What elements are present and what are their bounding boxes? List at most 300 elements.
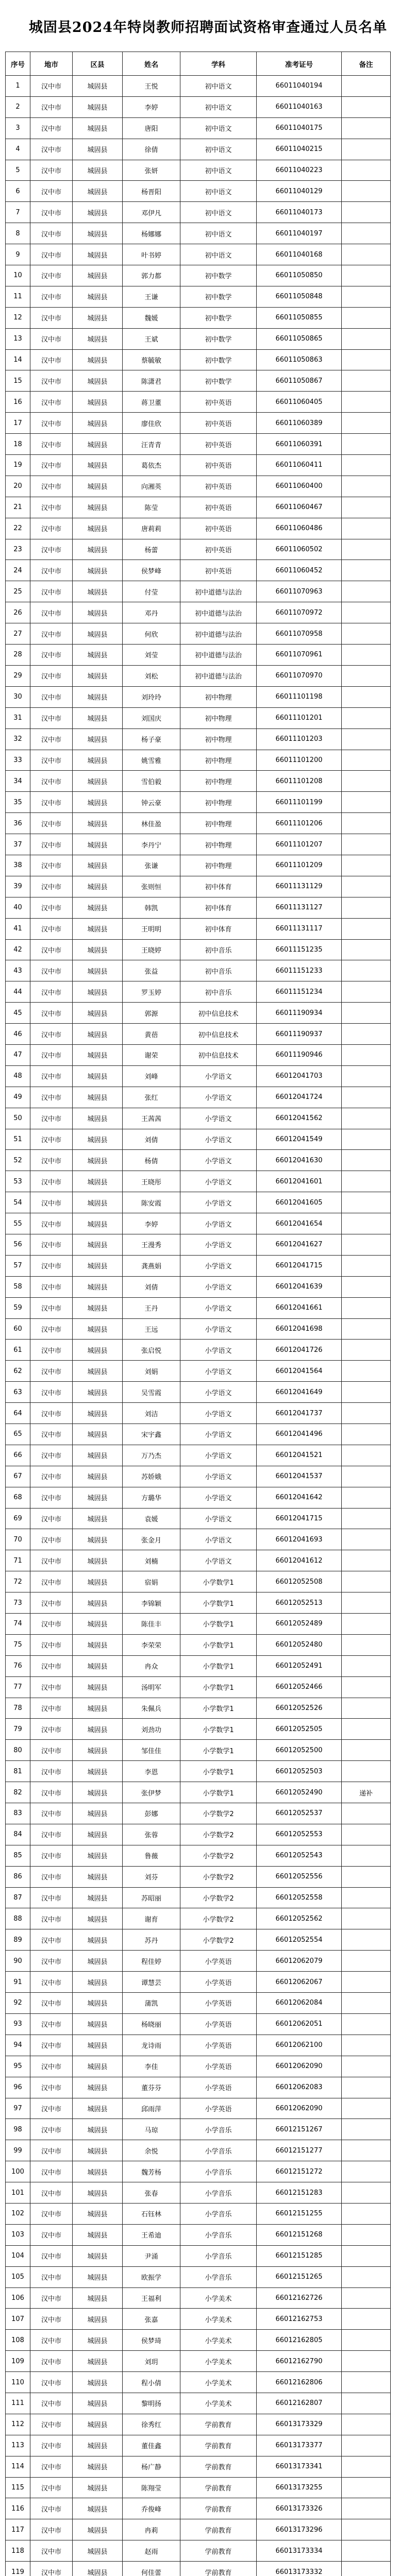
cell-note [342, 1719, 391, 1740]
cell-ticket: 66012052556 [257, 1866, 342, 1887]
table-row [6, 328, 391, 349]
cell-seq: 30 [6, 686, 30, 707]
cell-name: 邱雨萍 [123, 2098, 180, 2119]
cell-ticket: 66012151268 [257, 2224, 342, 2245]
cell-note [342, 1382, 391, 1403]
cell-subject: 小学音乐 [180, 2140, 257, 2161]
cell-ticket: 66012062067 [257, 1972, 342, 1993]
cell-ticket: 66012041737 [257, 1403, 342, 1424]
cell-seq: 48 [6, 1065, 30, 1087]
cell-subject: 初中数学 [180, 307, 257, 328]
cell-district: 城固县 [73, 2393, 123, 2414]
cell-subject: 小学语文 [180, 1297, 257, 1318]
cell-seq: 51 [6, 1129, 30, 1150]
cell-city: 汉中市 [30, 813, 73, 834]
table-row [6, 1676, 391, 1698]
cell-subject: 小学数学1 [180, 1761, 257, 1782]
cell-city: 汉中市 [30, 1951, 73, 1972]
cell-district: 城固县 [73, 2540, 123, 2562]
cell-name: 王远 [123, 1318, 180, 1340]
cell-note [342, 1824, 391, 1845]
cell-seq: 63 [6, 1382, 30, 1403]
table-row [6, 1845, 391, 1866]
cell-seq: 103 [6, 2224, 30, 2245]
cell-district: 城固县 [73, 623, 123, 645]
cell-subject: 小学语文 [180, 1065, 257, 1087]
cell-name: 谢荣 [123, 1044, 180, 1065]
cell-city: 汉中市 [30, 1361, 73, 1382]
cell-seq: 28 [6, 645, 30, 666]
cell-district: 城固县 [73, 2309, 123, 2330]
cell-ticket: 66011040168 [257, 244, 342, 265]
cell-note [342, 2309, 391, 2330]
cell-ticket: 66011070970 [257, 665, 342, 686]
cell-ticket: 66012041703 [257, 1065, 342, 1087]
cell-ticket: 66012162805 [257, 2330, 342, 2351]
cell-note [342, 1951, 391, 1972]
cell-note [342, 1887, 391, 1908]
cell-seq: 46 [6, 1024, 30, 1045]
cell-ticket: 66012041627 [257, 1234, 342, 1255]
cell-district: 城固县 [73, 1276, 123, 1297]
cell-note [342, 728, 391, 750]
table-row [6, 855, 391, 876]
cell-city: 汉中市 [30, 2245, 73, 2266]
cell-note [342, 1255, 391, 1276]
document-title: 城固县2024年特岗教师招聘面试资格审查通过人员名单 [28, 19, 388, 36]
cell-note [342, 1361, 391, 1382]
cell-subject: 初中道德与法治 [180, 602, 257, 623]
cell-subject: 小学英语 [180, 1972, 257, 1993]
cell-city: 汉中市 [30, 750, 73, 771]
cell-name: 刘倩 [123, 1276, 180, 1297]
cell-subject: 初中物理 [180, 707, 257, 728]
cell-city: 汉中市 [30, 1213, 73, 1234]
cell-name: 方璐华 [123, 1487, 180, 1508]
cell-subject: 小学英语 [180, 2056, 257, 2077]
cell-ticket: 66012041726 [257, 1340, 342, 1361]
cell-name: 尹涌 [123, 2245, 180, 2266]
cell-district: 城固县 [73, 1150, 123, 1171]
cell-city: 汉中市 [30, 349, 73, 370]
cell-district: 城固县 [73, 876, 123, 897]
cell-city: 汉中市 [30, 1382, 73, 1403]
cell-seq: 54 [6, 1192, 30, 1213]
cell-name: 李恩 [123, 1761, 180, 1782]
cell-seq: 115 [6, 2477, 30, 2498]
cell-subject: 小学数学1 [180, 1782, 257, 1803]
table-row [6, 560, 391, 581]
cell-seq: 6 [6, 181, 30, 202]
cell-seq: 13 [6, 328, 30, 349]
cell-city: 汉中市 [30, 2182, 73, 2204]
cell-seq: 113 [6, 2435, 30, 2456]
cell-district: 城固县 [73, 117, 123, 139]
cell-district: 城固县 [73, 2498, 123, 2519]
cell-city: 汉中市 [30, 1108, 73, 1129]
cell-name: 向湘英 [123, 476, 180, 497]
cell-subject: 初中英语 [180, 518, 257, 539]
cell-seq: 1 [6, 76, 30, 97]
cell-ticket: 66012041549 [257, 1129, 342, 1150]
cell-district: 城固县 [73, 2372, 123, 2393]
table-row [6, 960, 391, 981]
table-row [6, 2287, 391, 2309]
cell-seq: 89 [6, 1929, 30, 1951]
cell-city: 汉中市 [30, 1445, 73, 1466]
cell-ticket: 66012041642 [257, 1487, 342, 1508]
cell-name: 廖佳欣 [123, 413, 180, 434]
table-row [6, 76, 391, 97]
cell-name: 王明明 [123, 918, 180, 939]
cell-ticket: 66012041649 [257, 1382, 342, 1403]
cell-name: 宋宇鑫 [123, 1424, 180, 1445]
cell-name: 刘劲功 [123, 1719, 180, 1740]
cell-note [342, 876, 391, 897]
cell-district: 城固县 [73, 160, 123, 181]
table-row [6, 1740, 391, 1761]
cell-note [342, 623, 391, 645]
cell-note [342, 1550, 391, 1571]
cell-subject: 学前教育 [180, 2477, 257, 2498]
cell-district: 城固县 [73, 728, 123, 750]
cell-seq: 44 [6, 981, 30, 1003]
cell-subject: 初中道德与法治 [180, 581, 257, 602]
table-row [6, 518, 391, 539]
table-row [6, 1824, 391, 1845]
cell-note [342, 497, 391, 518]
cell-district: 城固县 [73, 1024, 123, 1045]
table-row [6, 1803, 391, 1824]
cell-subject: 初中物理 [180, 834, 257, 855]
table-row [6, 602, 391, 623]
cell-seq: 98 [6, 2119, 30, 2140]
cell-seq: 70 [6, 1529, 30, 1550]
cell-ticket: 66013173332 [257, 2562, 342, 2576]
cell-seq: 4 [6, 139, 30, 160]
table-row [6, 645, 391, 666]
table-row [6, 434, 391, 455]
header-ticket: 准考证号 [257, 52, 342, 76]
table-row [6, 2035, 391, 2056]
table-row [6, 897, 391, 918]
cell-subject: 初中音乐 [180, 939, 257, 960]
cell-city: 汉中市 [30, 1866, 73, 1887]
cell-name: 雪伯毅 [123, 771, 180, 792]
cell-ticket: 66011060502 [257, 539, 342, 560]
cell-name: 杨子豪 [123, 728, 180, 750]
cell-subject: 初中语文 [180, 96, 257, 117]
cell-seq: 111 [6, 2393, 30, 2414]
cell-name: 张嘉 [123, 2309, 180, 2330]
cell-name: 王丹 [123, 1297, 180, 1318]
cell-note [342, 2372, 391, 2393]
cell-city: 汉中市 [30, 2372, 73, 2393]
cell-subject: 小学语文 [180, 1213, 257, 1234]
cell-city: 汉中市 [30, 2013, 73, 2035]
cell-name: 欧振学 [123, 2266, 180, 2287]
cell-subject: 初中物理 [180, 686, 257, 707]
table-row [6, 307, 391, 328]
cell-note [342, 1192, 391, 1213]
cell-note [342, 2224, 391, 2245]
cell-district: 城固县 [73, 1529, 123, 1550]
cell-ticket: 66012151265 [257, 2266, 342, 2287]
cell-note [342, 2056, 391, 2077]
cell-name: 唐阳 [123, 117, 180, 139]
cell-subject: 小学语文 [180, 1276, 257, 1297]
cell-ticket: 66012052491 [257, 1655, 342, 1676]
cell-name: 李丹宁 [123, 834, 180, 855]
cell-name: 杨蕾 [123, 539, 180, 560]
cell-city: 汉中市 [30, 2435, 73, 2456]
cell-seq: 35 [6, 792, 30, 813]
cell-subject: 小学数学2 [180, 1866, 257, 1887]
cell-seq: 11 [6, 286, 30, 307]
cell-subject: 初中数学 [180, 286, 257, 307]
cell-district: 城固县 [73, 1318, 123, 1340]
cell-subject: 小学数学1 [180, 1740, 257, 1761]
cell-district: 城固县 [73, 1508, 123, 1529]
cell-district: 城固县 [73, 181, 123, 202]
cell-subject: 小学数学1 [180, 1614, 257, 1635]
cell-seq: 99 [6, 2140, 30, 2161]
cell-city: 汉中市 [30, 1824, 73, 1845]
table-row [6, 413, 391, 434]
cell-ticket: 66012041564 [257, 1361, 342, 1382]
cell-city: 汉中市 [30, 686, 73, 707]
cell-district: 城固县 [73, 2266, 123, 2287]
cell-seq: 26 [6, 602, 30, 623]
cell-name: 汪青青 [123, 434, 180, 455]
table-row [6, 1297, 391, 1318]
cell-district: 城固县 [73, 1403, 123, 1424]
cell-note [342, 1424, 391, 1445]
cell-city: 汉中市 [30, 2077, 73, 2098]
cell-ticket: 66012062051 [257, 2013, 342, 2035]
cell-ticket: 66011101199 [257, 792, 342, 813]
cell-district: 城固县 [73, 939, 123, 960]
cell-name: 彭娜 [123, 1803, 180, 1824]
cell-ticket: 66011040173 [257, 202, 342, 223]
cell-note [342, 602, 391, 623]
cell-seq: 67 [6, 1466, 30, 1487]
cell-ticket: 66011050848 [257, 286, 342, 307]
cell-seq: 61 [6, 1340, 30, 1361]
cell-name: 刘峰 [123, 1065, 180, 1087]
cell-name: 黎明扬 [123, 2393, 180, 2414]
table-header [6, 52, 391, 76]
cell-ticket: 66012151255 [257, 2203, 342, 2224]
cell-district: 城固县 [73, 2562, 123, 2576]
cell-name: 万乃杰 [123, 1445, 180, 1466]
cell-note [342, 2456, 391, 2477]
cell-note [342, 2266, 391, 2287]
cell-ticket: 66012162807 [257, 2393, 342, 2414]
cell-subject: 小学语文 [180, 1192, 257, 1213]
cell-ticket: 66012062084 [257, 1993, 342, 2014]
table-row [6, 1065, 391, 1087]
cell-note [342, 1044, 391, 1065]
cell-district: 城固县 [73, 960, 123, 981]
cell-name: 刘洁 [123, 1403, 180, 1424]
cell-ticket: 66012052562 [257, 1908, 342, 1929]
cell-district: 城固县 [73, 750, 123, 771]
cell-note [342, 1466, 391, 1487]
cell-name: 陈佳丰 [123, 1614, 180, 1635]
cell-note [342, 2435, 391, 2456]
cell-subject: 学前教育 [180, 2519, 257, 2540]
cell-district: 城固县 [73, 1972, 123, 1993]
cell-note [342, 1445, 391, 1466]
cell-note [342, 2540, 391, 2562]
cell-ticket: 66011040194 [257, 76, 342, 97]
cell-subject: 小学数学2 [180, 1908, 257, 1929]
cell-ticket: 66011050865 [257, 328, 342, 349]
table-row [6, 244, 391, 265]
table-row [6, 1972, 391, 1993]
table-row [6, 2435, 391, 2456]
cell-seq: 73 [6, 1592, 30, 1614]
cell-district: 城固县 [73, 518, 123, 539]
cell-seq: 107 [6, 2309, 30, 2330]
cell-note [342, 1340, 391, 1361]
cell-city: 汉中市 [30, 2393, 73, 2414]
cell-note [342, 1676, 391, 1698]
cell-note [342, 1276, 391, 1297]
cell-district: 城固县 [73, 476, 123, 497]
cell-subject: 初中体育 [180, 876, 257, 897]
cell-note [342, 771, 391, 792]
cell-seq: 12 [6, 307, 30, 328]
cell-subject: 学前教育 [180, 2456, 257, 2477]
cell-city: 汉中市 [30, 244, 73, 265]
cell-name: 邓伊凡 [123, 202, 180, 223]
table-row [6, 1424, 391, 1445]
cell-city: 汉中市 [30, 265, 73, 286]
header-note: 备注 [342, 52, 391, 76]
cell-district: 城固县 [73, 1255, 123, 1276]
cell-note [342, 2119, 391, 2140]
cell-seq: 104 [6, 2245, 30, 2266]
cell-district: 城固县 [73, 560, 123, 581]
cell-district: 城固县 [73, 2477, 123, 2498]
cell-district: 城固县 [73, 2245, 123, 2266]
cell-subject: 小学数学1 [180, 1571, 257, 1592]
cell-subject: 初中道德与法治 [180, 645, 257, 666]
cell-city: 汉中市 [30, 1550, 73, 1571]
cell-note [342, 560, 391, 581]
cell-seq: 65 [6, 1424, 30, 1445]
table-row [6, 1866, 391, 1887]
table-body [6, 76, 391, 2576]
cell-district: 城固县 [73, 96, 123, 117]
cell-city: 汉中市 [30, 1171, 73, 1192]
cell-subject: 初中英语 [180, 455, 257, 476]
cell-city: 汉中市 [30, 1803, 73, 1824]
table-row [6, 2077, 391, 2098]
header-subject: 学科 [180, 52, 257, 76]
cell-city: 汉中市 [30, 834, 73, 855]
cell-district: 城固县 [73, 76, 123, 97]
cell-name: 姚雪雅 [123, 750, 180, 771]
cell-ticket: 66012062090 [257, 2056, 342, 2077]
cell-seq: 87 [6, 1887, 30, 1908]
cell-seq: 92 [6, 1993, 30, 2014]
cell-district: 城固县 [73, 1297, 123, 1318]
cell-ticket: 66011040175 [257, 117, 342, 139]
cell-seq: 118 [6, 2540, 30, 2562]
cell-note: 递补 [342, 1782, 391, 1803]
table-row [6, 1782, 391, 1803]
cell-seq: 16 [6, 392, 30, 413]
cell-city: 汉中市 [30, 2056, 73, 2077]
cell-note [342, 455, 391, 476]
cell-district: 城固县 [73, 2119, 123, 2140]
cell-district: 城固县 [73, 645, 123, 666]
cell-district: 城固县 [73, 771, 123, 792]
cell-name: 叶书婷 [123, 244, 180, 265]
cell-district: 城固县 [73, 1592, 123, 1614]
cell-district: 城固县 [73, 1065, 123, 1087]
cell-district: 城固县 [73, 1740, 123, 1761]
cell-city: 汉中市 [30, 518, 73, 539]
cell-city: 汉中市 [30, 370, 73, 392]
cell-note [342, 581, 391, 602]
cell-district: 城固县 [73, 2182, 123, 2204]
cell-subject: 初中数学 [180, 370, 257, 392]
cell-name: 程佳婷 [123, 1951, 180, 1972]
cell-subject: 小学语文 [180, 1403, 257, 1424]
cell-ticket: 66011060405 [257, 392, 342, 413]
table-row [6, 160, 391, 181]
cell-seq: 75 [6, 1634, 30, 1655]
cell-city: 汉中市 [30, 1655, 73, 1676]
cell-subject: 小学美术 [180, 2351, 257, 2372]
cell-name: 陈安霞 [123, 1192, 180, 1213]
cell-city: 汉中市 [30, 96, 73, 117]
cell-city: 汉中市 [30, 1972, 73, 1993]
cell-city: 汉中市 [30, 1403, 73, 1424]
cell-city: 汉中市 [30, 771, 73, 792]
cell-seq: 85 [6, 1845, 30, 1866]
cell-district: 城固县 [73, 1361, 123, 1382]
cell-name: 刘倩 [123, 1129, 180, 1150]
cell-city: 汉中市 [30, 2562, 73, 2576]
table-row [6, 1129, 391, 1150]
cell-note [342, 117, 391, 139]
table-row [6, 2245, 391, 2266]
table-row [6, 1529, 391, 1550]
cell-ticket: 66012052543 [257, 1845, 342, 1866]
cell-district: 城固县 [73, 1382, 123, 1403]
cell-subject: 小学数学1 [180, 1676, 257, 1698]
cell-seq: 3 [6, 117, 30, 139]
cell-subject: 初中语文 [180, 160, 257, 181]
cell-seq: 80 [6, 1740, 30, 1761]
cell-note [342, 939, 391, 960]
cell-note [342, 2203, 391, 2224]
cell-subject: 初中物理 [180, 855, 257, 876]
cell-ticket: 66011060391 [257, 434, 342, 455]
cell-ticket: 66013173377 [257, 2435, 342, 2456]
cell-district: 城固县 [73, 286, 123, 307]
cell-seq: 84 [6, 1824, 30, 1845]
table-row [6, 1255, 391, 1276]
cell-ticket: 66012041601 [257, 1171, 342, 1192]
cell-district: 城固县 [73, 2203, 123, 2224]
cell-seq: 69 [6, 1508, 30, 1529]
